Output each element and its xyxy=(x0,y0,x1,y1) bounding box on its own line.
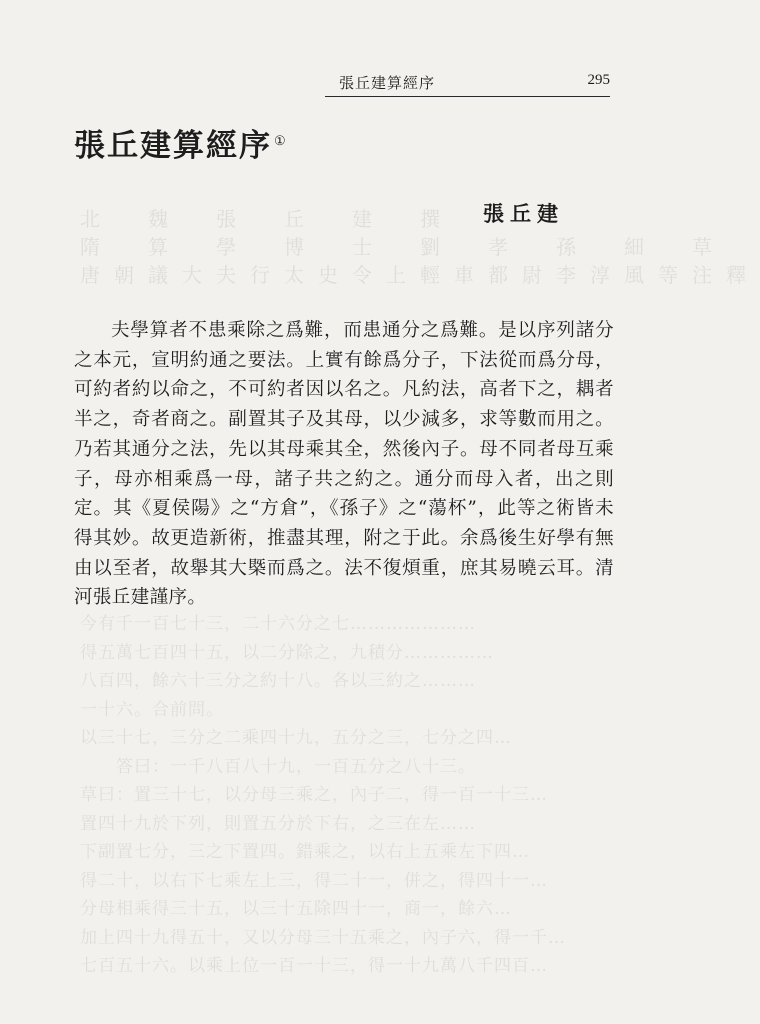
page-number: 295 xyxy=(587,72,610,88)
running-header xyxy=(325,72,610,97)
author-name: 張丘建 xyxy=(483,201,564,226)
show-through-body: 今有千一百七十三，二十六分之七………………… 得五萬七百四十五，以二分除之，九積分…………… 八百四，餘六十三分之約十八。各以三約之……… 一十六。合前問。 以三十七，三分之二乘四十九，五分之三，七分之四… 答曰：一千八百八十九，一百五分之八十三。 草曰：置三十七，以分母三乘之，內子二，得一百一十三… 置四十九於下列，則置五分於下右，之三在左…… 下副置七分，三之下置四。錯乘之，以右上五乘左下四… 得二十，以右下七乘左上三，得二十一，併之，得四十一… 分母相乘得三十五，以三十五除四十一，商一，餘六… 加上四十九得五十，又以分母三十五乘之，內子六，得一千… 七百五十六。以乘上位一百一十三，得一十九萬八千四百… xyxy=(80,614,566,976)
footnote-marker: ① xyxy=(274,133,288,149)
chapter-title-text: 張丘建算經序 xyxy=(74,128,272,164)
running-title: 張丘建算經序 xyxy=(339,74,436,92)
chapter-title xyxy=(74,120,288,165)
show-through-text: 北 魏 張 丘 建 撰 隋 算 學 博 士 劉 孝 孫 細 草 唐朝議大夫行太史令上輕車都尉李淳風等注釋 xyxy=(80,207,760,287)
preface-paragraph: 夫學算者不患乘除之爲難，而患通分之爲難。是以序列諸分之本元，宣明約通之要法。上實有餘爲分子，下法從而爲分母，可約者約以命之，不可約者因以名之。凡約法，高者下之，耦者半之，奇者商之。副置其子及其母，以少減多，求等數而用之。乃若其通分之法，先以其母乘其全，然後內子。母不同者母互乘子，母亦相乘爲一母，諸子共之約之。通分而母入者，出之則定。其《夏侯陽》之“方倉”，《孫子》之“蕩杯”，此等之術皆未得其妙。故更造新術，推盡其理，附之于此。余爲後生好學有無由以至者，故舉其大槩而爲之。法不復煩重，庶其易曉云耳。清河張丘建謹序。 xyxy=(74,320,614,609)
